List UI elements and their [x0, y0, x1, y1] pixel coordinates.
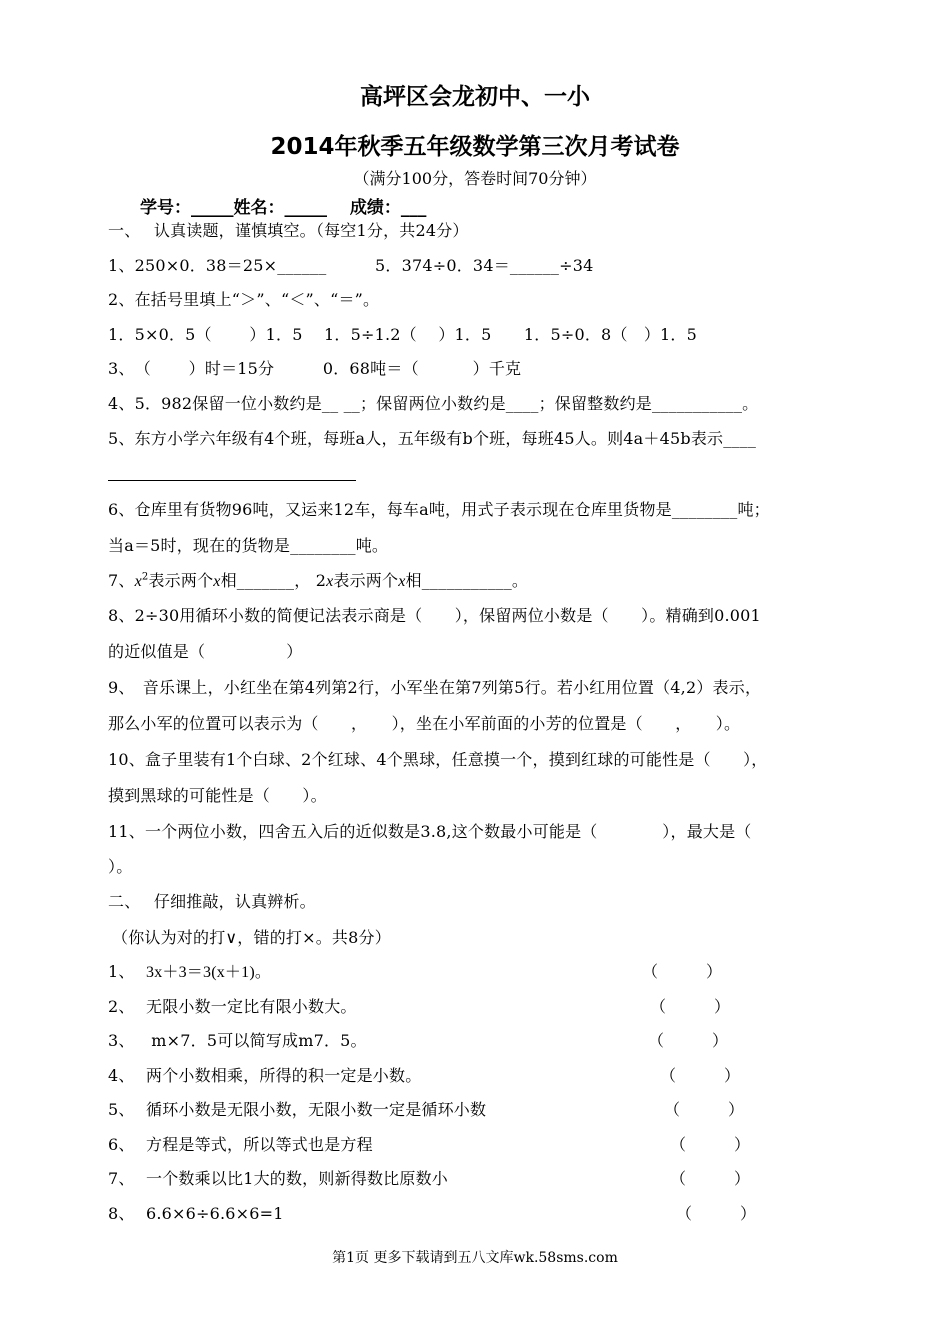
exam-info: （满分100分，答卷时间70分钟） — [353, 169, 597, 188]
answer-parentheses[interactable]: （ ） — [642, 962, 723, 981]
true-false-item — [108, 1166, 448, 1189]
true-false-item — [108, 1201, 284, 1224]
question-8-line1: 8、2÷30用循环小数的简便记法表示商是（ ），保留两位小数是（ ）。精确到0.001 — [108, 606, 761, 625]
item-statement: 循环小数是无限小数，无限小数一定是循环小数 — [146, 1100, 487, 1119]
true-false-item — [108, 1097, 486, 1120]
question-2: 2、在括号里填上“＞”、“＜”、“＝”。 — [108, 290, 380, 309]
item-number: 4、 — [108, 1066, 135, 1085]
question-7-variable: x — [134, 573, 142, 590]
question-9-line2: 那么小军的位置可以表示为（ ， ），坐在小军前面的小芳的位置是（ ， ）。 — [108, 714, 741, 733]
question-7-text-b: 相_______， — [220, 571, 311, 590]
true-false-item — [108, 1132, 373, 1155]
item-number: 8、 — [108, 1204, 135, 1223]
true-false-item — [108, 959, 271, 982]
item-statement: 无限小数一定比有限小数大。 — [146, 997, 357, 1016]
item-statement: 6.6×6÷6.6×6=1 — [146, 1204, 284, 1223]
question-1: 1、250×0．38＝25×______ 5．374÷0．34＝______÷34 — [108, 256, 594, 275]
question-7-exponent: 2 — [141, 571, 149, 583]
question-8-line2: 的近似值是（ ） — [108, 642, 303, 661]
page-footer: 第1页 更多下载请到五八文库wk.58sms.com — [332, 1250, 618, 1266]
item-statement: m×7．5可以简写成m7．5。 — [146, 1031, 367, 1050]
question-2-items: 1．5×0．5（ ）1．5 1．5÷1.2（ ）1．5 1．5÷0．8（ ）1．5 — [108, 325, 697, 344]
question-5: 5、东方小学六年级有4个班，每班a人，五年级有b个班，每班45人。则4a＋45b表示____ — [108, 429, 757, 448]
question-10-line1: 10、盒子里装有1个白球、2个红球、4个黑球，任意摸一个，摸到红球的可能性是（ ）， — [108, 750, 768, 769]
exam-title: 2014年秋季五年级数学第三次月考试卷 — [270, 134, 680, 160]
question-7-variable-c: x — [326, 573, 334, 590]
question-7-number: 7、 — [108, 571, 135, 590]
question-7-variable-b: x — [213, 573, 221, 590]
answer-parentheses[interactable]: （ ） — [650, 997, 731, 1016]
true-false-item — [108, 1063, 421, 1086]
student-info-line: 学号：_____姓名：_____ 成绩：___ — [140, 198, 427, 218]
question-7-text-a: 表示两个 — [148, 571, 214, 590]
item-number: 5、 — [108, 1100, 135, 1119]
item-number: 2、 — [108, 997, 135, 1016]
item-number: 1、 — [108, 962, 135, 981]
item-statement: 3x＋3＝3(x＋1)。 — [146, 964, 272, 981]
answer-parentheses[interactable]: （ ） — [648, 1031, 729, 1050]
question-11-line1: 11、一个两位小数，四舍五入后的近似数是3.8,这个数最小可能是（ ），最大是（ — [108, 822, 752, 841]
answer-parentheses[interactable]: （ ） — [676, 1204, 757, 1223]
item-number: 7、 — [108, 1169, 135, 1188]
question-4: 4、5．982保留一位小数约是__ __；保留两位小数约是____；保留整数约是___________。 — [108, 394, 759, 413]
answer-parentheses[interactable]: （ ） — [664, 1100, 745, 1119]
answer-parentheses[interactable]: （ ） — [660, 1066, 741, 1085]
question-7 — [108, 568, 528, 591]
section2-instruction: （你认为对的打∨，错的打×。共8分） — [112, 928, 391, 947]
answer-parentheses[interactable]: （ ） — [670, 1135, 751, 1154]
item-statement: 一个数乘以比1大的数，则新得数比原数小 — [146, 1169, 448, 1188]
question-9-line1: 9、 音乐课上，小红坐在第4列第2行，小军坐在第7列第5行。若小红用位置（4,2）表示， — [108, 678, 762, 697]
item-statement: 两个小数相乘，所得的积一定是小数。 — [146, 1066, 422, 1085]
question-3: 3、 （ ）时＝15分 0．68吨＝（ ）千克 — [108, 359, 522, 378]
true-false-item — [108, 1028, 367, 1051]
question-5-answer-line — [108, 480, 356, 481]
question-7-text-d: 相___________。 — [405, 571, 529, 590]
question-11-line2: ）。 — [108, 857, 133, 876]
question-10-line2: 摸到黑球的可能性是（ ）。 — [108, 786, 327, 805]
question-7-coefficient: 2 — [315, 571, 327, 590]
item-statement: 方程是等式，所以等式也是方程 — [146, 1135, 373, 1154]
item-number: 3、 — [108, 1031, 135, 1050]
item-number: 6、 — [108, 1135, 135, 1154]
school-title: 高坪区会龙初中、一小 — [360, 84, 590, 110]
question-6-line1: 6、仓库里有货物96吨，又运来12车，每车a吨，用式子表示现在仓库里货物是________吨； — [108, 500, 770, 519]
question-6-line2: 当a＝5时，现在的货物是________吨。 — [108, 536, 389, 555]
section1-heading: 一、 认真读题，谨慎填空。（每空1分，共24分） — [108, 221, 469, 240]
question-7-variable-d: x — [398, 573, 406, 590]
question-7-text-c: 表示两个 — [333, 571, 399, 590]
true-false-item — [108, 994, 357, 1017]
section2-heading: 二、 仔细推敲，认真辨析。 — [108, 892, 316, 911]
answer-parentheses[interactable]: （ ） — [670, 1169, 751, 1188]
